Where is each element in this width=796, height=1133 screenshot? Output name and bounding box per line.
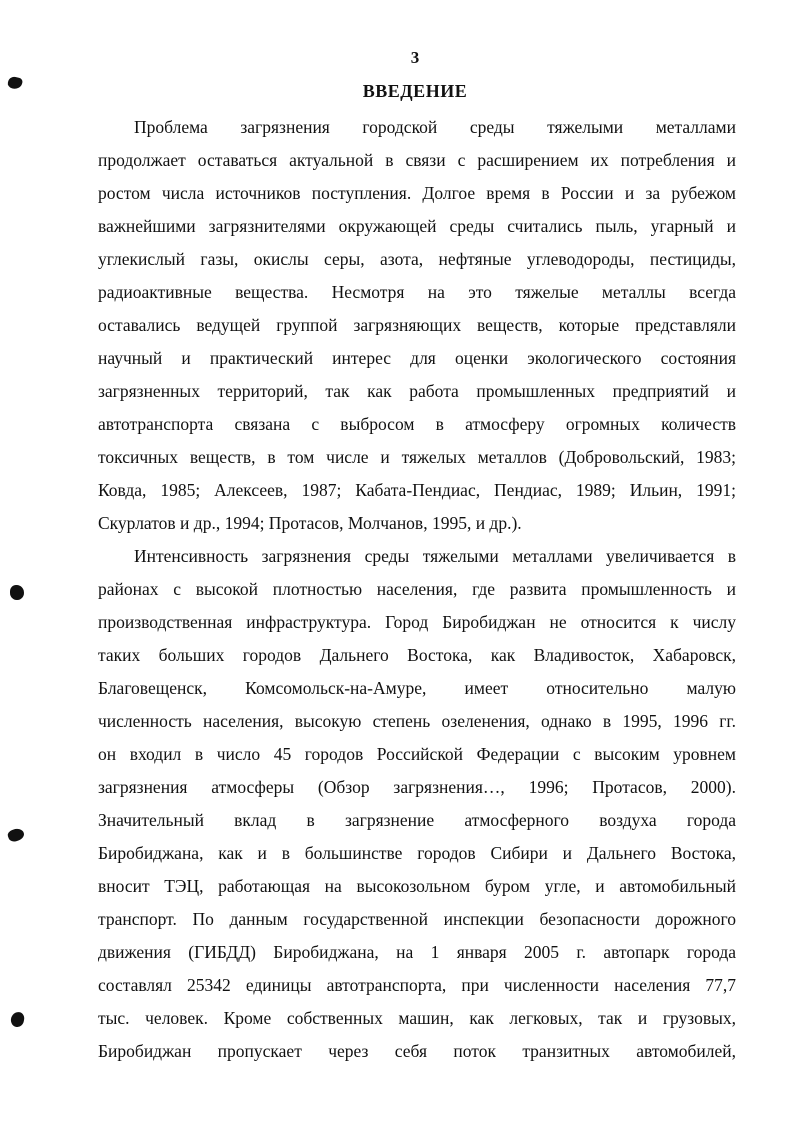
text-line: транспорт. По данным государственной инспекции безопасности дорожного <box>98 909 736 929</box>
text-line: Биробиджана, как и в большинстве городов Сибири и Дальнего Востока, <box>98 843 736 863</box>
text-line: автотранспорта связана с выбросом в атмосферу огромных количеств <box>98 414 736 434</box>
text-line: Значительный вклад в загрязнение атмосферного воздуха города <box>98 810 736 830</box>
text-line: токсичных веществ, в том числе и тяжелых металлов (Добровольский, 1983; <box>98 447 736 467</box>
text-line: ростом числа источников поступления. Долгое время в России и за рубежом <box>98 183 736 203</box>
text-line: Интенсивность загрязнения среды тяжелыми металлами увеличивается в <box>134 546 736 566</box>
text-line: Проблема загрязнения городской среды тяжелыми металлами <box>134 117 736 137</box>
text-line: составлял 25342 единицы автотранспорта, при численности населения 77,7 <box>98 975 736 995</box>
text-line: радиоактивные вещества. Несмотря на это тяжелые металлы всегда <box>98 282 736 302</box>
text-line: продолжает оставаться актуальной в связи с расширением их потребления и <box>98 150 736 170</box>
section-heading: ВВЕДЕНИЕ <box>362 81 468 101</box>
text-line: важнейшими загрязнителями окружающей среды считались пыль, угарный и <box>98 216 736 236</box>
page-number: 3 <box>410 48 420 67</box>
text-line: загрязнения атмосферы (Обзор загрязнения…, 1996; Протасов, 2000). <box>98 777 736 797</box>
text-line: районах с высокой плотностью населения, где развита промышленность и <box>98 579 736 599</box>
scan-blot-mark <box>10 585 24 600</box>
text-line: он входил в число 45 городов Российской Федерации с высоким уровнем <box>98 744 736 764</box>
text-line: численность населения, высокую степень озеленения, однако в 1995, 1996 гг. <box>98 711 736 731</box>
text-line: движения (ГИБДД) Биробиджана, на 1 января 2005 г. автопарк города <box>98 942 736 962</box>
text-line: Скурлатов и др., 1994; Протасов, Молчанов, 1995, и др.). <box>98 513 522 533</box>
scan-blot-mark <box>10 1011 25 1028</box>
text-line: Биробиджан пропускает через себя поток транзитных автомобилей, <box>98 1041 736 1061</box>
text-line: таких больших городов Дальнего Востока, как Владивосток, Хабаровск, <box>98 645 736 665</box>
body-text <box>98 113 736 1070</box>
scan-blot-mark <box>6 827 25 844</box>
text-line: производственная инфраструктура. Город Биробиджан не относится к числу <box>98 612 736 632</box>
text-line: загрязненных территорий, так как работа промышленных предприятий и <box>98 381 736 401</box>
text-line: Ковда, 1985; Алексеев, 1987; Кабата-Пендиас, Пендиас, 1989; Ильин, 1991; <box>98 480 736 500</box>
text-line: углекислый газы, окислы серы, азота, нефтяные углеводороды, пестициды, <box>98 249 736 269</box>
text-line: научный и практический интерес для оценки экологического состояния <box>98 348 736 368</box>
text-line: тыс. человек. Кроме собственных машин, как легковых, так и грузовых, <box>98 1008 736 1028</box>
text-line: вносит ТЭЦ, работающая на высокозольном буром угле, и автомобильный <box>98 876 736 896</box>
text-line: Благовещенск, Комсомольск-на-Амуре, имеет относительно малую <box>98 678 736 698</box>
text-line: оставались ведущей группой загрязняющих веществ, которые представляли <box>98 315 736 335</box>
